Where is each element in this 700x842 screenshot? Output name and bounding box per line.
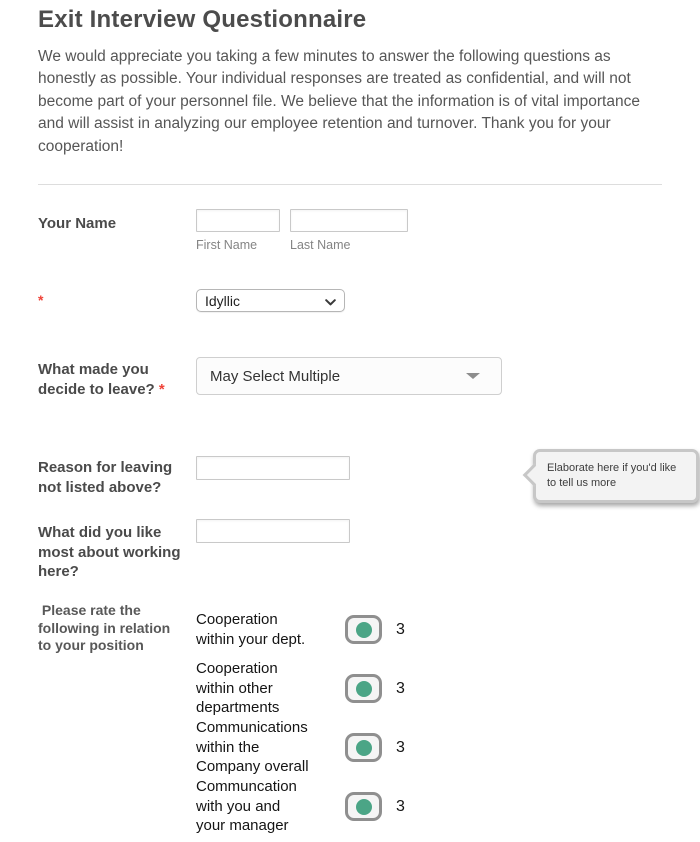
rating-value: 3 [396,620,405,638]
first-name-sublabel: First Name [196,238,258,252]
chevron-down-icon [325,293,336,309]
mood-select[interactable] [196,289,345,312]
slider-dot-icon [356,740,372,756]
other-reason-label: Reason for leaving not listed above? [38,459,173,496]
rating-item-label: Cooperation within other departments [196,660,280,717]
rating-value: 3 [396,738,405,756]
rating-row [196,600,405,659]
leave-reason-dropdown-text: May Select Multiple [210,367,341,385]
rating-value: 3 [396,797,405,815]
slider-dot-icon [356,681,372,697]
rating-item-label: Communications within the Company overall [196,719,309,776]
rating-slider-handle[interactable] [345,615,382,644]
last-name-input[interactable] [290,209,408,232]
required-marker: * [38,292,44,308]
section-divider [38,184,662,185]
rating-row [196,777,405,836]
your-name-label: Your Name [38,215,117,232]
slider-dot-icon [356,622,372,638]
page-title: Exit Interview Questionnaire [38,6,367,33]
rating-value: 3 [396,679,405,697]
intro-text: We would appreciate you taking a few minutes to answer the following questions as honestly as possible. Your individual responses are treated as confidential, and will not become part of your personnel file. We believe that the information is of vital importance and will assist in analyzing our employee retention and turnover. Thank you for your cooperation! [38,48,640,155]
liked-most-label: What did you like most about working here? [38,524,181,580]
tooltip-arrow-icon [523,464,546,487]
leave-reason-label: What made you decide to leave? * [38,361,165,398]
rating-slider-handle[interactable] [345,792,382,821]
slider-dot-icon [356,799,372,815]
rating-row [196,659,405,718]
liked-most-input[interactable] [196,519,350,543]
tooltip-bubble [533,449,699,503]
tooltip-text: Elaborate here if you'd like to tell us more [547,462,677,489]
mood-select-value: Idyllic [205,292,241,309]
first-name-input[interactable] [196,209,280,232]
triangle-down-icon [466,373,480,379]
other-reason-input[interactable] [196,456,350,480]
rating-item-label: Cooperation within your dept. [196,611,306,648]
required-marker: * [158,380,165,398]
rating-slider-handle[interactable] [345,674,382,703]
rating-row [196,718,405,777]
rating-item-label: Communcation with you and your manager [196,778,297,835]
rating-section-label: Please rate the following in relation to your position [38,602,175,653]
leave-reason-dropdown[interactable] [196,357,502,395]
last-name-sublabel: Last Name [290,238,351,252]
rating-rows [196,600,405,836]
rating-slider-handle[interactable] [345,733,382,762]
